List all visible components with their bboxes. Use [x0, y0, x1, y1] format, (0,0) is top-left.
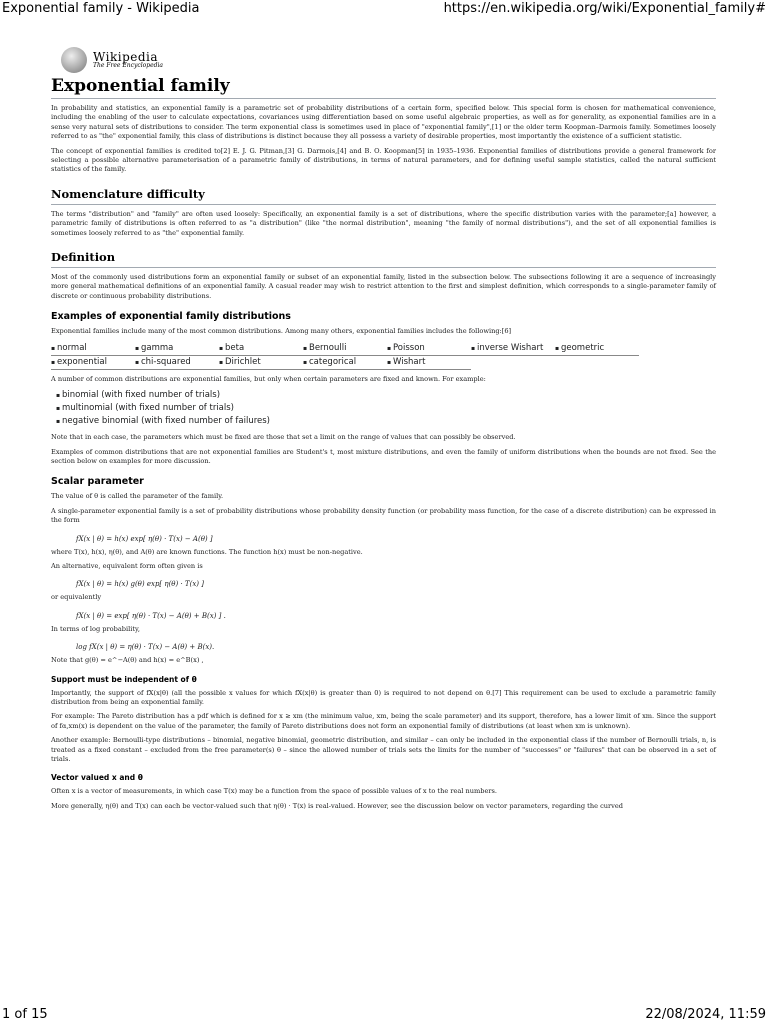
list-item[interactable]: ▪ inverse Wishart	[471, 342, 555, 356]
vector-paragraph-1: Often x is a vector of measurements, in which case T(x) may be a function from the space of possible values of x to the real numbers.	[51, 787, 498, 796]
alternative-paragraph: An alternative, equivalent form often given is	[51, 561, 203, 570]
note-that-paragraph: Note that g(θ) = e^−A(θ) and h(x) = e^B(x) ,	[51, 656, 204, 665]
vector-paragraph-2: More generally, η(θ) and T(x) can each be vector-valued such that η(θ) · T(x) is real-valued. However, see the discussion below on vector parameters, regarding the curved	[51, 801, 624, 810]
heading-definition: Definition	[51, 250, 716, 268]
list-item[interactable]: ▪ negative binomial (with fixed number of failures)	[56, 415, 716, 428]
list-item[interactable]: ▪ normal	[51, 342, 135, 356]
page-title: Exponential family	[51, 76, 716, 99]
wikipedia-logo[interactable]	[51, 46, 716, 74]
where-paragraph: where T(x), h(x), η(θ), and A(θ) are known functions. The function h(x) must be non-negative.	[51, 547, 363, 556]
print-page-title: Exponential family - Wikipedia	[2, 1, 200, 16]
intro-paragraph-1: In probability and statistics, an exponential family is a parametric set of probability distributions of a certain form, specified below. This special form is chosen for mathematical convenience, including the enabling of the user to calculate expectations, covariances using differentiation based on some useful algebraic properties, as well as for generality, as exponential families are in a sense very natural sets of distributions to consider. The term exponential class is sometimes used in place of "exponential family",[1] or the older term Koopman–Darmois family. Sometimes loosely referred to as "the" exponential family, this class of distributions is distinct because they all possess a variety of desirable properties, most importantly the existence of a sufficient statistic.	[51, 104, 716, 141]
log-paragraph: In terms of log probability,	[51, 624, 140, 633]
heading-nomenclature: Nomenclature difficulty	[51, 187, 716, 205]
equation-2: fX(x | θ) = h(x) g(θ) exp[ η(θ) · T(x) ]	[76, 580, 204, 589]
not-exponential-paragraph: Examples of common distributions that are not exponential families are Student's t, most mixture distributions, and even the family of uniform distributions when the bounds are not fixed. See the section below on examples for more discussion.	[51, 447, 716, 465]
list-item[interactable]: ▪ geometric	[555, 342, 639, 356]
note-paragraph: Note that in each case, the parameters which must be fixed are those that set a limit on the range of values that can possibly be observed.	[51, 433, 516, 442]
heading-examples: Examples of exponential family distributions	[51, 311, 291, 323]
print-url[interactable]: https://en.wikipedia.org/wiki/Exponential_family#	[443, 1, 766, 16]
scalar-paragraph-2: A single-parameter exponential family is a set of probability distributions whose probability density function (or probability mass function, for the case of a discrete distribution) can be expressed in the form	[51, 506, 716, 525]
list-item[interactable]: ▪ binomial (with fixed number of trials)	[56, 389, 716, 402]
heading-support: Support must be independent of θ	[51, 674, 197, 684]
scalar-paragraph-1: The value of θ is called the parameter of the family.	[51, 492, 224, 501]
list-item[interactable]: ▪ Poisson	[387, 342, 471, 356]
print-header	[0, 0, 768, 18]
or-paragraph: or equivalently	[51, 593, 102, 602]
list-item[interactable]: ▪ exponential	[51, 356, 135, 370]
definition-paragraph: Most of the commonly used distributions form an exponential family or subset of an exponential family, listed in the subsection below. The subsections following it are a sequence of increasingly more general mathematical definitions of an exponential family. A casual reader may wish to restrict attention to the first and simplest definition, which corresponds to a single-parameter family of discrete or continuous probability distributions.	[51, 273, 716, 300]
list-item[interactable]: ▪ Dirichlet	[219, 356, 303, 370]
equation-4: log fX(x | θ) = η(θ) · T(x) − A(θ) + B(x).	[76, 643, 215, 652]
examples-paragraph: Exponential families include many of the most common distributions. Among many others, exponential families includes the following:[6]	[51, 327, 512, 336]
article-page	[51, 46, 716, 811]
page-counter: 1 of 15	[2, 1007, 48, 1022]
equation-1: fX(x | θ) = h(x) exp[ η(θ) · T(x) − A(θ) ]	[76, 534, 213, 543]
list-item[interactable]: ▪ beta	[219, 342, 303, 356]
list-item[interactable]: ▪ multinomial (with fixed number of trials)	[56, 402, 716, 415]
support-paragraph-3: Another example: Bernoulli-type distributions – binomial, negative binomial, geometric distribution, and similar – can only be included in the exponential class if the number of Bernoulli trials, n, is treated as a fixed constant – excluded from the free parameter(s) θ – since the allowed number of trials sets the limits for the number of "successes" or "failures" that can be observed in a set of trials.	[51, 736, 716, 763]
nomenclature-paragraph: The terms "distribution" and "family" are often used loosely: Specifically, an exponential family is a set of distributions, where the specific distribution varies with the parameter;[a] however, a parametric family of distributions is often referred to as "a distribution" (like "the normal distribution", meaning "the family of normal distributions"), and the set of all exponential families is sometimes loosely referred to as "the" exponential family.	[51, 209, 716, 237]
print-footer	[0, 1006, 768, 1024]
equation-3: fX(x | θ) = exp[ η(θ) · T(x) − A(θ) + B(x) ] .	[76, 611, 226, 620]
list-item[interactable]: ▪ gamma	[135, 342, 219, 356]
support-paragraph-1: Importantly, the support of fX(x|θ) (all the possible x values for which fX(x|θ) is greater than 0) is required to not depend on θ.[7] This requirement can be used to exclude a parametric family distribution from being an exponential family.	[51, 688, 716, 706]
list-item[interactable]: ▪ chi-squared	[135, 356, 219, 370]
globe-icon	[61, 47, 87, 73]
fixed-list	[56, 389, 716, 428]
fixed-paragraph: A number of common distributions are exponential families, but only when certain parameters are fixed and known. For example:	[51, 374, 486, 383]
support-paragraph-2: For example: The Pareto distribution has a pdf which is defined for x ≥ xm (the minimum value, xm, being the scale parameter) and its support, therefore, has a lower limit of xm. Since the support of fα,xm(x) is dependent on the value of the parameter, the family of Pareto distributions does not form an exponential family of distributions (at least when xm is unknown).	[51, 712, 716, 730]
list-item[interactable]: ▪ categorical	[303, 356, 387, 370]
intro-paragraph-2: The concept of exponential families is credited to[2] E. J. G. Pitman,[3] G. Darmois,[4] and B. O. Koopman[5] in 1935–1936. Exponential families of distributions provide a general framework for selecting a possible alternative parameterisation of a parametric family of distributions, in terms of natural parameters, and for defining useful sample statistics, called the natural sufficient statistics of the family.	[51, 146, 716, 174]
logo-wordmark: Wikipedia	[93, 50, 159, 64]
heading-vector-valued: Vector valued x and θ	[51, 773, 143, 783]
distribution-list	[51, 342, 716, 370]
print-timestamp: 22/08/2024, 11:59	[645, 1007, 766, 1022]
logo-tagline: The Free Encyclopedia	[93, 62, 163, 69]
list-item[interactable]: ▪ Bernoulli	[303, 342, 387, 356]
list-item[interactable]: ▪ Wishart	[387, 356, 471, 370]
heading-scalar-parameter: Scalar parameter	[51, 476, 144, 488]
